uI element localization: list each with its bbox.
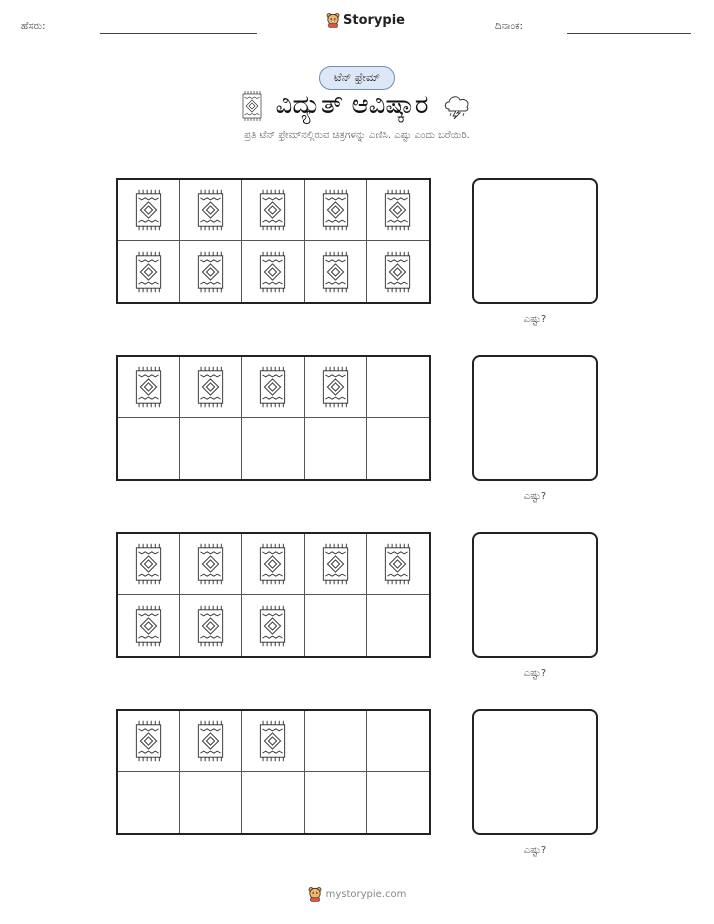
date-label: ದಿನಾಂಕ:: [495, 21, 523, 32]
frame-cell: [242, 180, 304, 241]
frame-cell: [180, 595, 242, 656]
ten-frame-1: [116, 178, 431, 304]
frame-cell: [180, 534, 242, 595]
frame-cell: [118, 595, 180, 656]
rug-icon: [135, 366, 162, 408]
frame-cell: [305, 595, 367, 656]
frame-cell: [305, 534, 367, 595]
bear-mascot-icon: [326, 12, 340, 28]
frame-cell: [242, 772, 304, 833]
frame-cell: [305, 357, 367, 418]
answer-box-4[interactable]: [472, 709, 598, 835]
brand-name: Storypie: [343, 12, 405, 28]
rug-icon: [259, 251, 286, 293]
frame-cell: [367, 180, 429, 241]
rug-icon: [322, 251, 349, 293]
date-field[interactable]: [567, 33, 691, 34]
rug-icon: [259, 366, 286, 408]
frame-cell: [242, 534, 304, 595]
frame-cell: [118, 418, 180, 479]
frame-cell: [367, 418, 429, 479]
rug-icon: [322, 189, 349, 231]
frame-cell: [180, 180, 242, 241]
rug-icon: [384, 543, 411, 585]
frame-cell: [367, 711, 429, 772]
frame-cell: [305, 711, 367, 772]
rug-icon: [197, 605, 224, 647]
rug-icon: [259, 543, 286, 585]
instructions: ಪ್ರತಿ ಟೆನ್ ಫ್ರೇಮ್‌ನಲ್ಲಿರುವ ಚಿತ್ರಗಳನ್ನು ಎಣಿಸಿ. ಎಷ್ಟು ಎಂದು ಬರೆಯಿರಿ.: [244, 130, 470, 141]
rug-icon: [135, 605, 162, 647]
frame-cell: [242, 241, 304, 302]
frame-cell: [180, 357, 242, 418]
rug-icon: [135, 189, 162, 231]
frame-cell: [118, 180, 180, 241]
brand-logo: [326, 12, 405, 28]
answer-box-2[interactable]: [472, 355, 598, 481]
rug-icon: [384, 189, 411, 231]
rug-icon: [322, 543, 349, 585]
frame-cell: [180, 772, 242, 833]
page-title-row: [0, 90, 714, 121]
frame-cell: [305, 180, 367, 241]
how-many-prompt-2: ಎಷ್ಟು?: [523, 491, 547, 502]
name-label: ಹೆಸರು:: [21, 21, 46, 32]
name-field[interactable]: [100, 33, 257, 34]
ten-frame-2: [116, 355, 431, 481]
rug-icon: [259, 189, 286, 231]
frame-cell: [180, 418, 242, 479]
frame-cell: [242, 711, 304, 772]
frame-cell: [242, 418, 304, 479]
frame-cell: [367, 357, 429, 418]
frame-cell: [242, 357, 304, 418]
rug-icon: [384, 251, 411, 293]
frame-cell: [180, 241, 242, 302]
frame-cell: [367, 595, 429, 656]
frame-cell: [118, 357, 180, 418]
rug-icon: [197, 251, 224, 293]
frame-cell: [118, 772, 180, 833]
frame-cell: [118, 241, 180, 302]
frame-cell: [305, 241, 367, 302]
storm-cloud-icon: [442, 93, 472, 119]
topic-pill: ಟೆನ್ ಫ್ರೇಮ್: [319, 66, 395, 90]
frame-cell: [367, 772, 429, 833]
frame-cell: [305, 418, 367, 479]
rug-icon: [135, 543, 162, 585]
how-many-prompt-3: ಎಷ್ಟು?: [523, 668, 547, 679]
rug-icon: [197, 720, 224, 762]
rug-icon: [259, 605, 286, 647]
frame-cell: [367, 534, 429, 595]
rug-icon: [197, 189, 224, 231]
frame-cell: [118, 711, 180, 772]
frame-cell: [242, 595, 304, 656]
rug-icon: [322, 366, 349, 408]
answer-box-3[interactable]: [472, 532, 598, 658]
frame-cell: [118, 534, 180, 595]
rug-icon: [135, 720, 162, 762]
frame-cell: [305, 772, 367, 833]
bear-mascot-icon: [308, 886, 322, 902]
frame-cell: [180, 711, 242, 772]
rug-icon: [259, 720, 286, 762]
rug-icon: [197, 543, 224, 585]
ten-frame-4: [116, 709, 431, 835]
answer-box-1[interactable]: [472, 178, 598, 304]
how-many-prompt-4: ಎಷ್ಟು?: [523, 845, 547, 856]
page-title: ವಿದ್ಯುತ್ ಆವಿಷ್ಕಾರ: [275, 90, 429, 120]
rug-icon: [135, 251, 162, 293]
rug-icon: [242, 91, 262, 121]
footer-site: mystorypie.com: [325, 888, 407, 900]
ten-frame-3: [116, 532, 431, 658]
how-many-prompt-1: ಎಷ್ಟು?: [523, 314, 547, 325]
rug-icon: [197, 366, 224, 408]
frame-cell: [367, 241, 429, 302]
footer: [0, 886, 714, 902]
